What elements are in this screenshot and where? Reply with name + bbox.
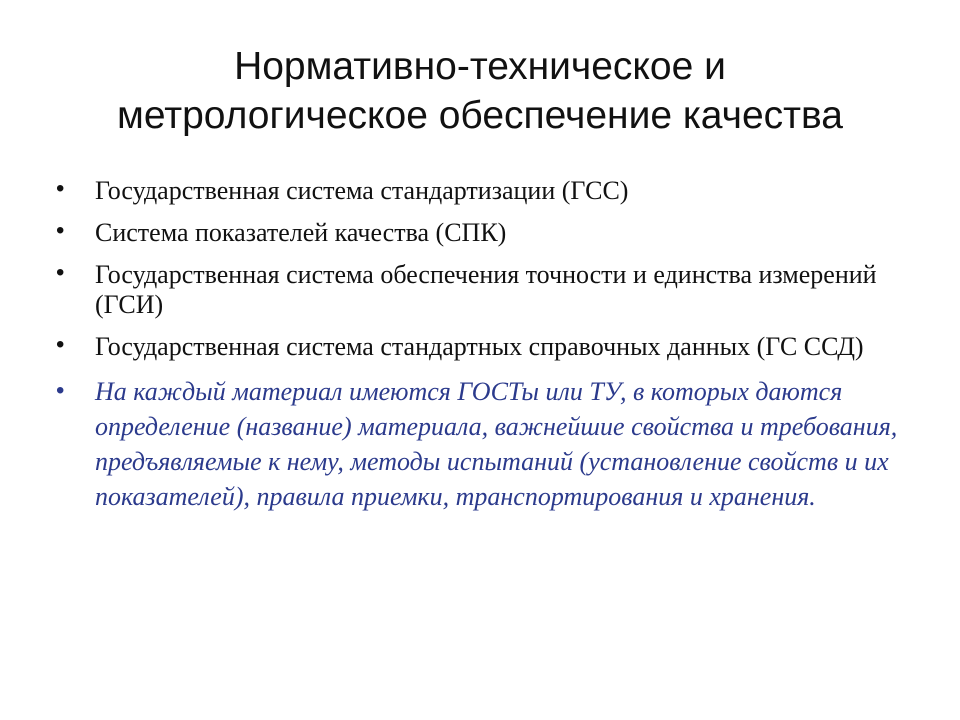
bullet-dot-icon: •: [56, 377, 65, 404]
bullet-text: Система показателей качества (СПК): [95, 218, 507, 247]
bullet-dot-icon: •: [56, 175, 65, 202]
slide-title-line-2: метрологическое обеспечение качества: [117, 94, 843, 137]
slide-title: [60, 42, 900, 140]
bullet-text: Государственная система стандартных справочных данных (ГС ССД): [95, 332, 864, 361]
bullet-list: [56, 176, 916, 526]
bullet-dot-icon: •: [56, 259, 65, 286]
bullet-dot-icon: •: [56, 331, 65, 358]
bullet-item-spk: [56, 218, 916, 248]
bullet-item-note: [56, 374, 916, 514]
bullet-text: Государственная система стандартизации (ГСС): [95, 176, 629, 205]
bullet-item-gsi: [56, 260, 916, 320]
bullet-item-gs-ssd: [56, 332, 916, 362]
note-text: На каждый материал имеются ГОСТы или ТУ, в которых даются определение (название) материала, важнейшие свойства и требования, предъявляемые к нему, методы испытаний (установление свойств и их показателей), правила приемки, транспортирования и хранения.: [95, 377, 898, 511]
bullet-text: Государственная система обеспечения точности и единства измерений (ГСИ): [95, 260, 877, 319]
slide-title-line-1: Нормативно-техническое и: [234, 45, 726, 88]
bullet-dot-icon: •: [56, 217, 65, 244]
bullet-item-gss: [56, 176, 916, 206]
